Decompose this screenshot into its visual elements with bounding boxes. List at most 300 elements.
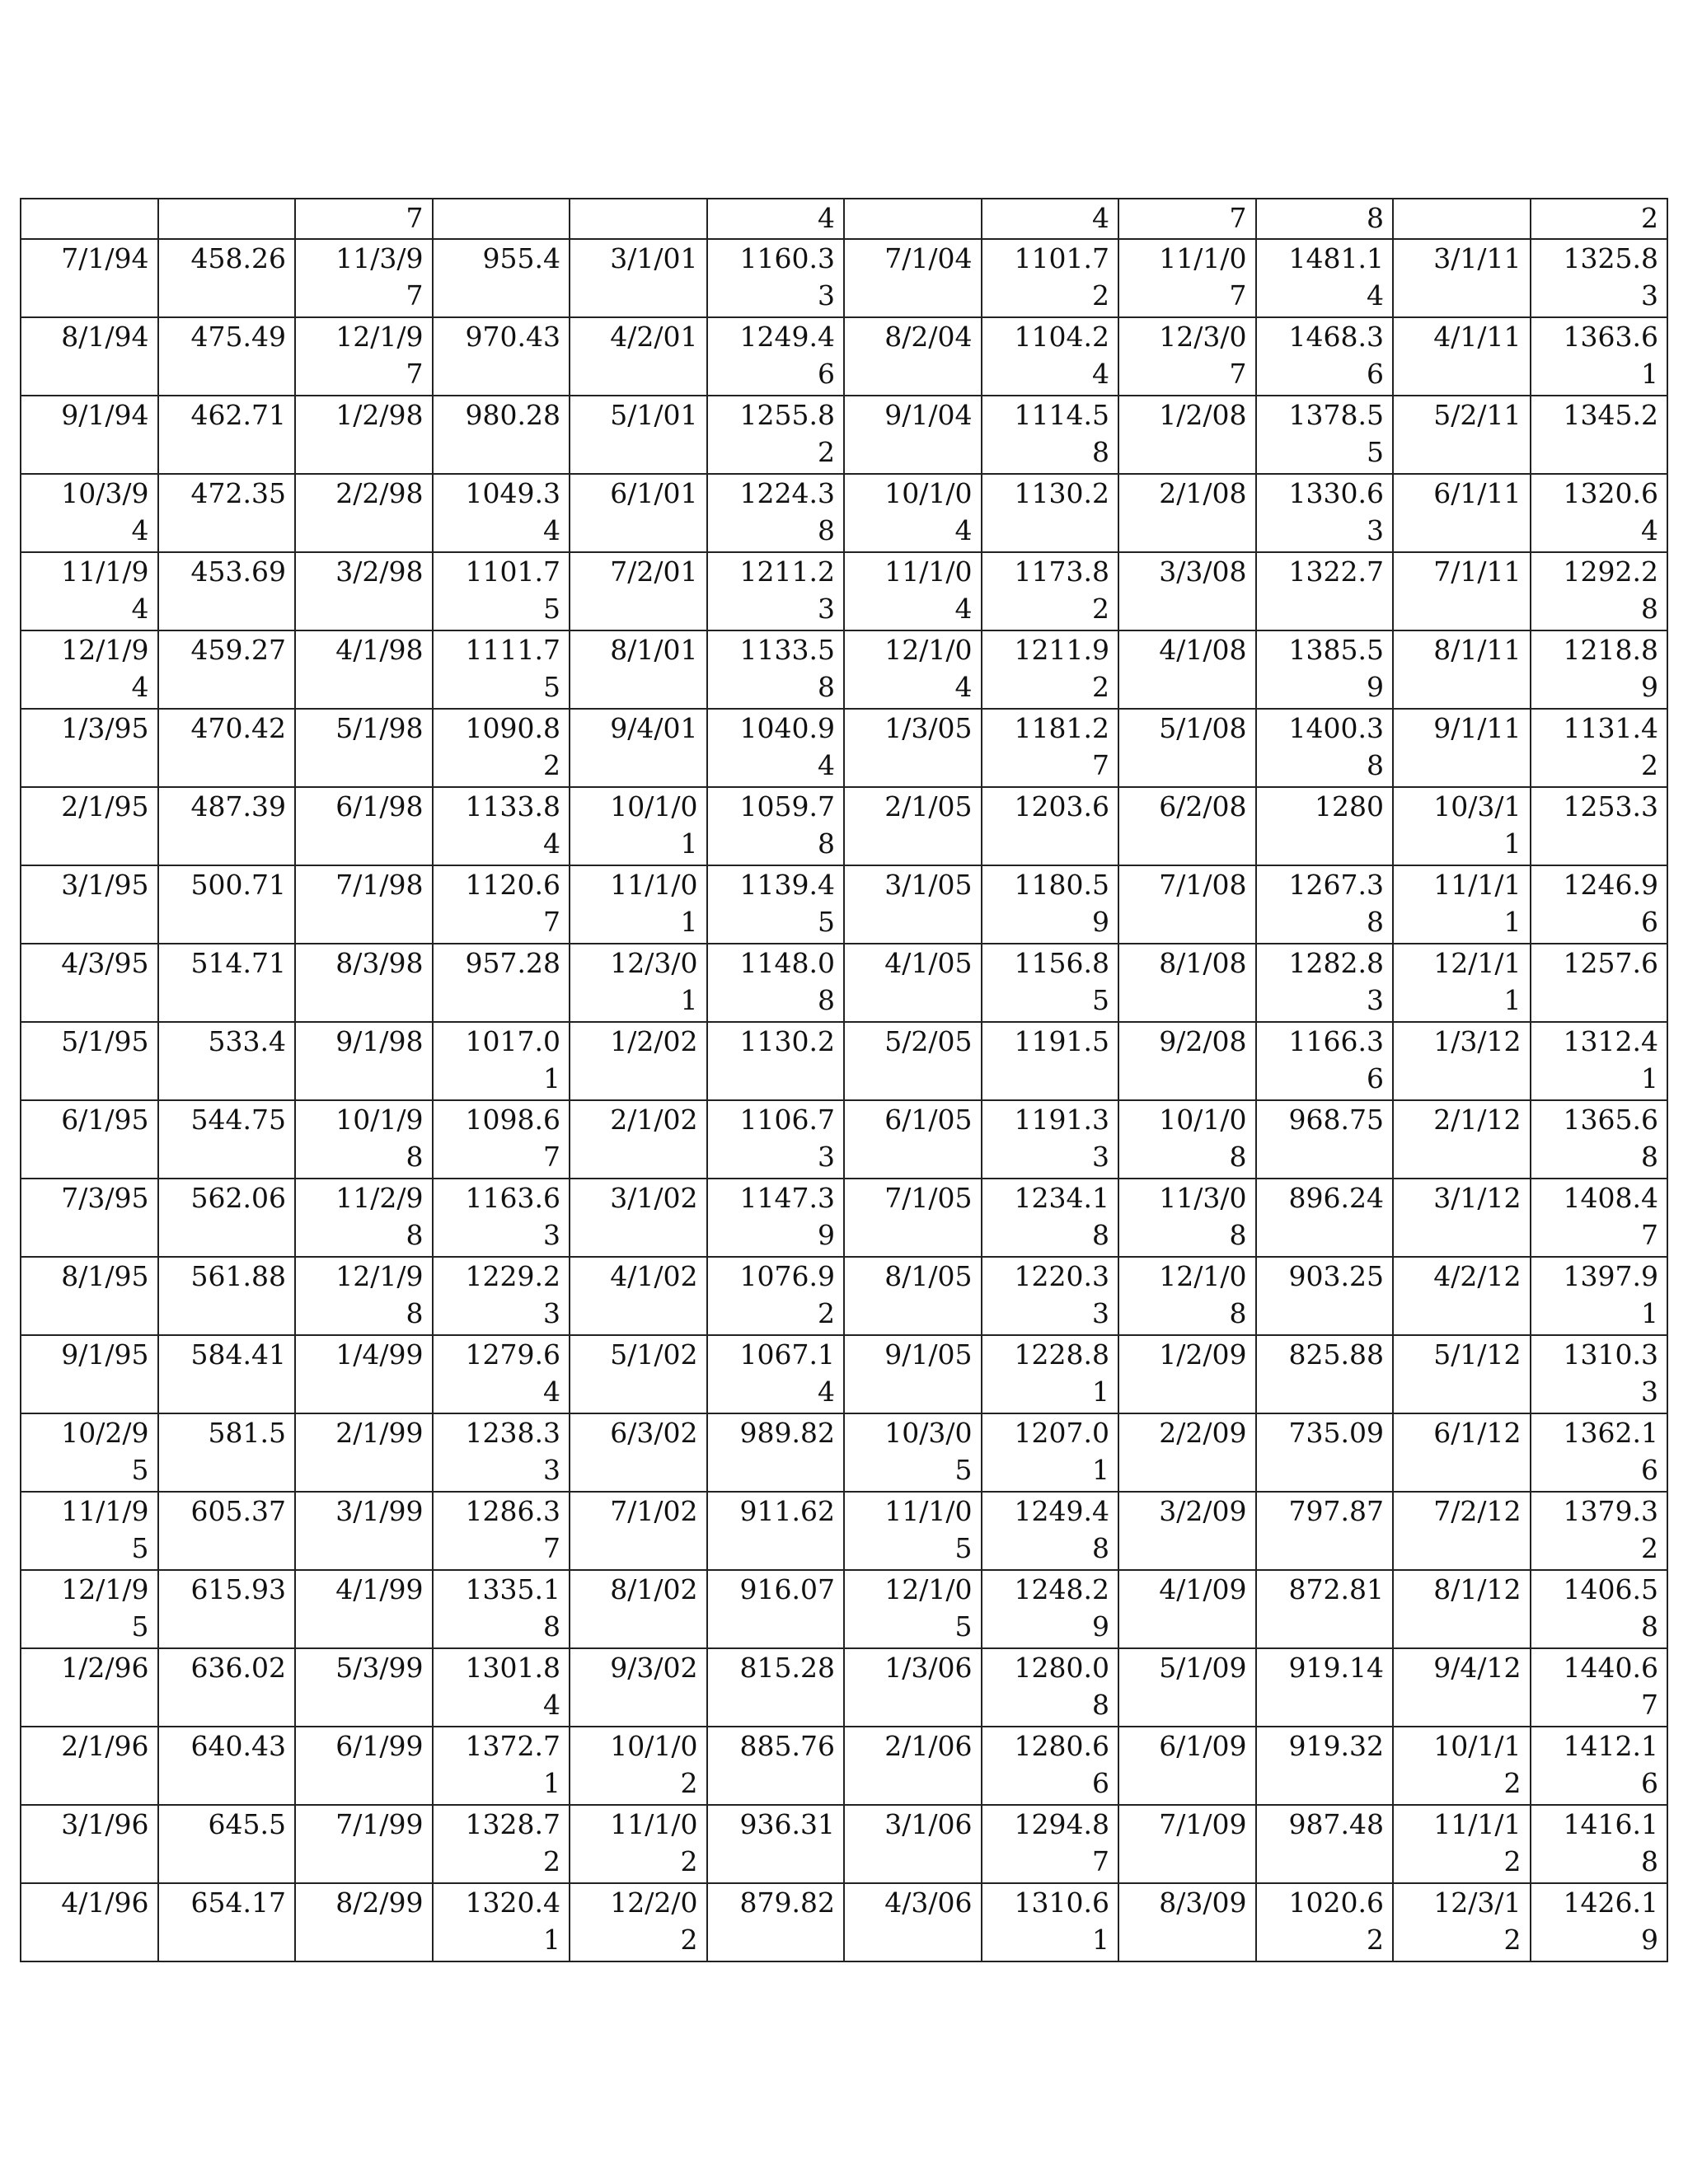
table-cell: 9/2/08	[1118, 1022, 1256, 1100]
table-cell: 11/3/0 8	[1118, 1179, 1256, 1257]
table-cell: 7/1/99	[295, 1805, 433, 1883]
table-cell	[1393, 199, 1531, 239]
table-row	[21, 944, 1667, 1022]
table-cell: 1133.5 8	[707, 630, 845, 709]
table-cell: 8/1/12	[1393, 1570, 1531, 1648]
table-cell: 5/1/12	[1393, 1335, 1531, 1413]
table-cell: 1286.3 7	[433, 1492, 570, 1570]
table-cell: 453.69	[158, 552, 296, 630]
table-cell: 7/2/12	[1393, 1492, 1531, 1570]
table-cell: 10/1/0 1	[570, 787, 707, 865]
table-cell: 1111.7 5	[433, 630, 570, 709]
table-cell: 8/2/99	[295, 1883, 433, 1961]
table-cell: 1076.9 2	[707, 1257, 845, 1335]
table-cell: 544.75	[158, 1100, 296, 1179]
table-cell: 1191.5	[982, 1022, 1119, 1100]
table-cell: 9/1/94	[21, 396, 158, 474]
table-cell: 615.93	[158, 1570, 296, 1648]
data-table	[20, 198, 1668, 1962]
table-cell: 1148.0 8	[707, 944, 845, 1022]
table-cell: 12/3/1 2	[1393, 1883, 1531, 1961]
table-cell: 1400.3 8	[1256, 709, 1394, 787]
table-cell: 970.43	[433, 317, 570, 396]
table-cell: 1246.9 6	[1531, 865, 1668, 944]
table-cell: 1139.4 5	[707, 865, 845, 944]
table-cell: 2/1/08	[1118, 474, 1256, 552]
table-cell: 919.14	[1256, 1648, 1394, 1727]
table-cell: 12/3/0 7	[1118, 317, 1256, 396]
table-cell: 6/1/05	[844, 1100, 982, 1179]
table-cell: 1/3/06	[844, 1648, 982, 1727]
table-cell: 3/1/95	[21, 865, 158, 944]
table-cell: 4/3/06	[844, 1883, 982, 1961]
table-cell: 5/1/01	[570, 396, 707, 474]
table-cell: 1249.4 6	[707, 317, 845, 396]
table-cell: 581.5	[158, 1413, 296, 1492]
table-cell: 1320.6 4	[1531, 474, 1668, 552]
table-row	[21, 474, 1667, 552]
table-cell: 11/1/1 2	[1393, 1805, 1531, 1883]
table-row	[21, 1883, 1667, 1961]
table-cell: 9/1/05	[844, 1335, 982, 1413]
table-cell: 1328.7 2	[433, 1805, 570, 1883]
table-cell: 1211.2 3	[707, 552, 845, 630]
table-cell: 1312.4 1	[1531, 1022, 1668, 1100]
table-cell: 1/4/99	[295, 1335, 433, 1413]
table-cell: 2/1/05	[844, 787, 982, 865]
table-cell: 4/1/11	[1393, 317, 1531, 396]
table-cell: 6/2/08	[1118, 787, 1256, 865]
table-cell: 1440.6 7	[1531, 1648, 1668, 1727]
table-cell: 1228.8 1	[982, 1335, 1119, 1413]
table-cell: 1203.6	[982, 787, 1119, 865]
table-cell: 487.39	[158, 787, 296, 865]
table-cell: 475.49	[158, 317, 296, 396]
table-cell: 1365.6 8	[1531, 1100, 1668, 1179]
table-cell: 1412.1 6	[1531, 1727, 1668, 1805]
table-cell: 7/1/08	[1118, 865, 1256, 944]
table-cell: 4/1/98	[295, 630, 433, 709]
table-cell: 472.35	[158, 474, 296, 552]
table-cell: 8/3/98	[295, 944, 433, 1022]
table-cell: 10/2/9 5	[21, 1413, 158, 1492]
table-cell: 4/2/01	[570, 317, 707, 396]
table-cell: 1294.8 7	[982, 1805, 1119, 1883]
table-cell: 1379.3 2	[1531, 1492, 1668, 1570]
table-cell: 8/3/09	[1118, 1883, 1256, 1961]
table-cell: 605.37	[158, 1492, 296, 1570]
table-cell: 4	[707, 199, 845, 239]
table-cell: 9/3/02	[570, 1648, 707, 1727]
table-cell: 636.02	[158, 1648, 296, 1727]
table-cell: 4	[982, 199, 1119, 239]
table-cell: 1481.1 4	[1256, 239, 1394, 317]
table-cell: 916.07	[707, 1570, 845, 1648]
table-cell: 6/1/99	[295, 1727, 433, 1805]
table-cell: 640.43	[158, 1727, 296, 1805]
table-cell: 3/1/12	[1393, 1179, 1531, 1257]
table-row	[21, 1648, 1667, 1727]
table-cell: 1160.3 3	[707, 239, 845, 317]
table-row	[21, 1570, 1667, 1648]
table-cell: 1020.6 2	[1256, 1883, 1394, 1961]
table-row	[21, 1492, 1667, 1570]
table-cell: 1385.5 9	[1256, 630, 1394, 709]
table-cell: 2	[1531, 199, 1668, 239]
table-cell: 5/1/09	[1118, 1648, 1256, 1727]
table-cell: 514.71	[158, 944, 296, 1022]
table-cell: 1468.3 6	[1256, 317, 1394, 396]
table-cell: 1282.8 3	[1256, 944, 1394, 1022]
table-cell: 1101.7 5	[433, 552, 570, 630]
table-cell: 1280	[1256, 787, 1394, 865]
table-cell: 1280.0 8	[982, 1648, 1119, 1727]
table-cell: 1363.6 1	[1531, 317, 1668, 396]
table-cell: 4/1/02	[570, 1257, 707, 1335]
table-cell: 1191.3 3	[982, 1100, 1119, 1179]
table-cell: 968.75	[1256, 1100, 1394, 1179]
table-cell: 9/1/04	[844, 396, 982, 474]
table-cell: 1173.8 2	[982, 552, 1119, 630]
table-row	[21, 865, 1667, 944]
table-cell: 1408.4 7	[1531, 1179, 1668, 1257]
table-cell: 4/1/08	[1118, 630, 1256, 709]
table-cell: 7/1/09	[1118, 1805, 1256, 1883]
table-cell: 1310.3 3	[1531, 1335, 1668, 1413]
table-cell: 6/1/09	[1118, 1727, 1256, 1805]
table-cell: 5/3/99	[295, 1648, 433, 1727]
table-cell: 10/1/1 2	[1393, 1727, 1531, 1805]
table-cell: 1255.8 2	[707, 396, 845, 474]
table-cell	[433, 199, 570, 239]
table-cell: 872.81	[1256, 1570, 1394, 1648]
table-cell: 12/1/9 5	[21, 1570, 158, 1648]
table-cell: 6/1/11	[1393, 474, 1531, 552]
table-row	[21, 1257, 1667, 1335]
table-cell: 4/1/99	[295, 1570, 433, 1648]
table-cell: 10/1/0 4	[844, 474, 982, 552]
table-cell: 1130.2	[982, 474, 1119, 552]
table-cell: 459.27	[158, 630, 296, 709]
table-cell: 6/1/98	[295, 787, 433, 865]
table-cell: 12/1/1 1	[1393, 944, 1531, 1022]
table-cell: 12/2/0 2	[570, 1883, 707, 1961]
table-cell: 1301.8 4	[433, 1648, 570, 1727]
table-cell: 1345.2	[1531, 396, 1668, 474]
table-cell: 1257.6	[1531, 944, 1668, 1022]
table-cell: 654.17	[158, 1883, 296, 1961]
table-cell: 5/2/05	[844, 1022, 982, 1100]
table-cell: 8/1/05	[844, 1257, 982, 1335]
table-cell: 8/1/01	[570, 630, 707, 709]
table-cell: 5/1/95	[21, 1022, 158, 1100]
table-cell: 10/3/0 5	[844, 1413, 982, 1492]
table-cell: 1067.1 4	[707, 1335, 845, 1413]
table-cell: 1181.2 7	[982, 709, 1119, 787]
table-cell: 1090.8 2	[433, 709, 570, 787]
table-cell	[21, 199, 158, 239]
table-cell: 9/4/01	[570, 709, 707, 787]
table-cell: 12/1/9 7	[295, 317, 433, 396]
table-cell: 1267.3 8	[1256, 865, 1394, 944]
table-cell: 1224.3 8	[707, 474, 845, 552]
table-cell: 955.4	[433, 239, 570, 317]
table-cell: 9/1/95	[21, 1335, 158, 1413]
table-cell: 12/1/9 8	[295, 1257, 433, 1335]
table-cell: 8/2/04	[844, 317, 982, 396]
table-cell: 919.32	[1256, 1727, 1394, 1805]
table-cell: 1131.4 2	[1531, 709, 1668, 787]
table-cell: 2/1/95	[21, 787, 158, 865]
table-cell: 462.71	[158, 396, 296, 474]
table-cell: 3/1/11	[1393, 239, 1531, 317]
table-cell: 562.06	[158, 1179, 296, 1257]
table-cell: 2/2/09	[1118, 1413, 1256, 1492]
table-cell: 1/3/95	[21, 709, 158, 787]
table-cell: 3/1/05	[844, 865, 982, 944]
table-cell: 3/2/09	[1118, 1492, 1256, 1570]
table-cell: 1330.6 3	[1256, 474, 1394, 552]
table-cell: 1130.2	[707, 1022, 845, 1100]
table-row	[21, 396, 1667, 474]
table-cell: 1/2/08	[1118, 396, 1256, 474]
table-cell: 3/1/01	[570, 239, 707, 317]
table-cell: 1180.5 9	[982, 865, 1119, 944]
table-cell: 4/2/12	[1393, 1257, 1531, 1335]
table-cell: 9/1/98	[295, 1022, 433, 1100]
table-cell: 1372.7 1	[433, 1727, 570, 1805]
table-cell: 987.48	[1256, 1805, 1394, 1883]
table-cell: 815.28	[707, 1648, 845, 1727]
table-row	[21, 1805, 1667, 1883]
table-cell: 4/1/05	[844, 944, 982, 1022]
table-cell: 5/1/98	[295, 709, 433, 787]
table-cell: 470.42	[158, 709, 296, 787]
table-cell: 1320.4 1	[433, 1883, 570, 1961]
table-cell: 1120.6 7	[433, 865, 570, 944]
table-cell: 2/1/02	[570, 1100, 707, 1179]
table-cell: 1292.2 8	[1531, 552, 1668, 630]
table-cell: 1362.1 6	[1531, 1413, 1668, 1492]
table-row	[21, 709, 1667, 787]
table-cell: 10/1/0 2	[570, 1727, 707, 1805]
table-cell: 1426.1 9	[1531, 1883, 1668, 1961]
table-cell: 584.41	[158, 1335, 296, 1413]
table-cell: 561.88	[158, 1257, 296, 1335]
table-cell: 1310.6 1	[982, 1883, 1119, 1961]
table-cell: 11/1/0 7	[1118, 239, 1256, 317]
table-cell: 7/1/04	[844, 239, 982, 317]
table-cell: 12/1/0 8	[1118, 1257, 1256, 1335]
table-cell: 980.28	[433, 396, 570, 474]
table-cell: 645.5	[158, 1805, 296, 1883]
table-cell: 2/1/12	[1393, 1100, 1531, 1179]
table-row	[21, 199, 1667, 239]
table-cell: 936.31	[707, 1805, 845, 1883]
table-cell: 4/1/09	[1118, 1570, 1256, 1648]
table-cell: 1/3/05	[844, 709, 982, 787]
table-cell: 8/1/02	[570, 1570, 707, 1648]
table-row	[21, 1022, 1667, 1100]
table-cell: 1040.9 4	[707, 709, 845, 787]
table-cell: 7/2/01	[570, 552, 707, 630]
table-cell: 911.62	[707, 1492, 845, 1570]
table-cell: 957.28	[433, 944, 570, 1022]
table-cell: 12/1/0 5	[844, 1570, 982, 1648]
table-cell: 3/2/98	[295, 552, 433, 630]
table-cell: 1114.5 8	[982, 396, 1119, 474]
table-cell: 1/3/12	[1393, 1022, 1531, 1100]
table-cell: 12/3/0 1	[570, 944, 707, 1022]
table-cell: 1147.3 9	[707, 1179, 845, 1257]
table-cell: 10/3/1 1	[1393, 787, 1531, 865]
table-cell: 3/3/08	[1118, 552, 1256, 630]
table-cell: 989.82	[707, 1413, 845, 1492]
table-cell: 1397.9 1	[1531, 1257, 1668, 1335]
table-cell: 1335.1 8	[433, 1570, 570, 1648]
table-cell: 12/1/0 4	[844, 630, 982, 709]
table-cell: 6/1/95	[21, 1100, 158, 1179]
table-cell: 1280.6 6	[982, 1727, 1119, 1805]
table-cell: 10/3/9 4	[21, 474, 158, 552]
table-cell: 1156.8 5	[982, 944, 1119, 1022]
table-cell: 5/2/11	[1393, 396, 1531, 474]
table-body	[21, 199, 1667, 1961]
table-cell: 879.82	[707, 1883, 845, 1961]
table-cell: 896.24	[1256, 1179, 1394, 1257]
table-cell: 11/1/0 4	[844, 552, 982, 630]
table-cell: 903.25	[1256, 1257, 1394, 1335]
table-cell: 1220.3 3	[982, 1257, 1119, 1335]
table-cell: 2/1/99	[295, 1413, 433, 1492]
table-cell: 11/1/9 4	[21, 552, 158, 630]
table-row	[21, 317, 1667, 396]
table-cell: 1406.5 8	[1531, 1570, 1668, 1648]
table-cell: 5/1/02	[570, 1335, 707, 1413]
table-cell: 7/1/05	[844, 1179, 982, 1257]
table-cell: 1229.2 3	[433, 1257, 570, 1335]
table-cell	[158, 199, 296, 239]
table-row	[21, 787, 1667, 865]
table-cell: 1378.5 5	[1256, 396, 1394, 474]
table-cell: 12/1/9 4	[21, 630, 158, 709]
table-cell: 11/1/0 5	[844, 1492, 982, 1570]
table-cell: 1049.3 4	[433, 474, 570, 552]
table-cell: 1322.7	[1256, 552, 1394, 630]
table-cell: 7/1/11	[1393, 552, 1531, 630]
table-cell: 458.26	[158, 239, 296, 317]
table-cell: 1238.3 3	[433, 1413, 570, 1492]
table-row	[21, 1335, 1667, 1413]
table-row	[21, 1727, 1667, 1805]
table-cell: 4/1/96	[21, 1883, 158, 1961]
table-cell: 1253.3	[1531, 787, 1668, 865]
table-cell: 3/1/06	[844, 1805, 982, 1883]
table-row	[21, 1413, 1667, 1492]
table-cell: 7/1/02	[570, 1492, 707, 1570]
table-cell: 9/4/12	[1393, 1648, 1531, 1727]
table-cell: 8/1/94	[21, 317, 158, 396]
table-cell: 885.76	[707, 1727, 845, 1805]
table-cell: 1325.8 3	[1531, 239, 1668, 317]
table-cell: 2/1/06	[844, 1727, 982, 1805]
table-cell: 8/1/08	[1118, 944, 1256, 1022]
table-cell: 1/2/09	[1118, 1335, 1256, 1413]
table-cell: 1101.7 2	[982, 239, 1119, 317]
table-cell: 3/1/02	[570, 1179, 707, 1257]
table-cell: 8/1/11	[1393, 630, 1531, 709]
table-cell: 1/2/02	[570, 1022, 707, 1100]
table-cell: 11/1/9 5	[21, 1492, 158, 1570]
table-cell: 1106.7 3	[707, 1100, 845, 1179]
table-cell: 11/1/1 1	[1393, 865, 1531, 944]
table-cell: 7/3/95	[21, 1179, 158, 1257]
table-cell: 11/2/9 8	[295, 1179, 433, 1257]
table-row	[21, 630, 1667, 709]
table-cell: 3/1/96	[21, 1805, 158, 1883]
table-cell: 11/3/9 7	[295, 239, 433, 317]
table-cell: 1416.1 8	[1531, 1805, 1668, 1883]
table-cell: 11/1/0 1	[570, 865, 707, 944]
table-cell: 2/1/96	[21, 1727, 158, 1805]
table-cell	[844, 199, 982, 239]
table-cell: 1166.3 6	[1256, 1022, 1394, 1100]
table-row	[21, 552, 1667, 630]
table-cell: 2/2/98	[295, 474, 433, 552]
table-row	[21, 1179, 1667, 1257]
table-cell: 825.88	[1256, 1335, 1394, 1413]
table-cell: 1248.2 9	[982, 1570, 1119, 1648]
table-cell: 6/3/02	[570, 1413, 707, 1492]
table-cell: 1017.0 1	[433, 1022, 570, 1100]
table-row	[21, 1100, 1667, 1179]
table-cell: 7/1/98	[295, 865, 433, 944]
table-cell: 1/2/98	[295, 396, 433, 474]
table-cell	[570, 199, 707, 239]
table-cell: 797.87	[1256, 1492, 1394, 1570]
table-cell: 1104.2 4	[982, 317, 1119, 396]
table-cell: 3/1/99	[295, 1492, 433, 1570]
table-cell: 4/3/95	[21, 944, 158, 1022]
table-cell: 1098.6 7	[433, 1100, 570, 1179]
table-cell: 5/1/08	[1118, 709, 1256, 787]
table-cell: 1163.6 3	[433, 1179, 570, 1257]
table-cell: 1207.0 1	[982, 1413, 1119, 1492]
table-cell: 8	[1256, 199, 1394, 239]
table-cell: 1133.8 4	[433, 787, 570, 865]
table-cell: 533.4	[158, 1022, 296, 1100]
table-cell: 7	[295, 199, 433, 239]
table-row	[21, 239, 1667, 317]
table-cell: 500.71	[158, 865, 296, 944]
table-cell: 6/1/12	[1393, 1413, 1531, 1492]
table-cell: 7/1/94	[21, 239, 158, 317]
table-cell: 9/1/11	[1393, 709, 1531, 787]
table-cell: 1059.7 8	[707, 787, 845, 865]
table-cell: 7	[1118, 199, 1256, 239]
table-cell: 735.09	[1256, 1413, 1394, 1492]
table-cell: 10/1/9 8	[295, 1100, 433, 1179]
table-cell: 1249.4 8	[982, 1492, 1119, 1570]
table-cell: 1279.6 4	[433, 1335, 570, 1413]
table-cell: 1/2/96	[21, 1648, 158, 1727]
table-cell: 1234.1 8	[982, 1179, 1119, 1257]
table-cell: 10/1/0 8	[1118, 1100, 1256, 1179]
table-cell: 1211.9 2	[982, 630, 1119, 709]
table-cell: 6/1/01	[570, 474, 707, 552]
table-cell: 8/1/95	[21, 1257, 158, 1335]
table-cell: 1218.8 9	[1531, 630, 1668, 709]
